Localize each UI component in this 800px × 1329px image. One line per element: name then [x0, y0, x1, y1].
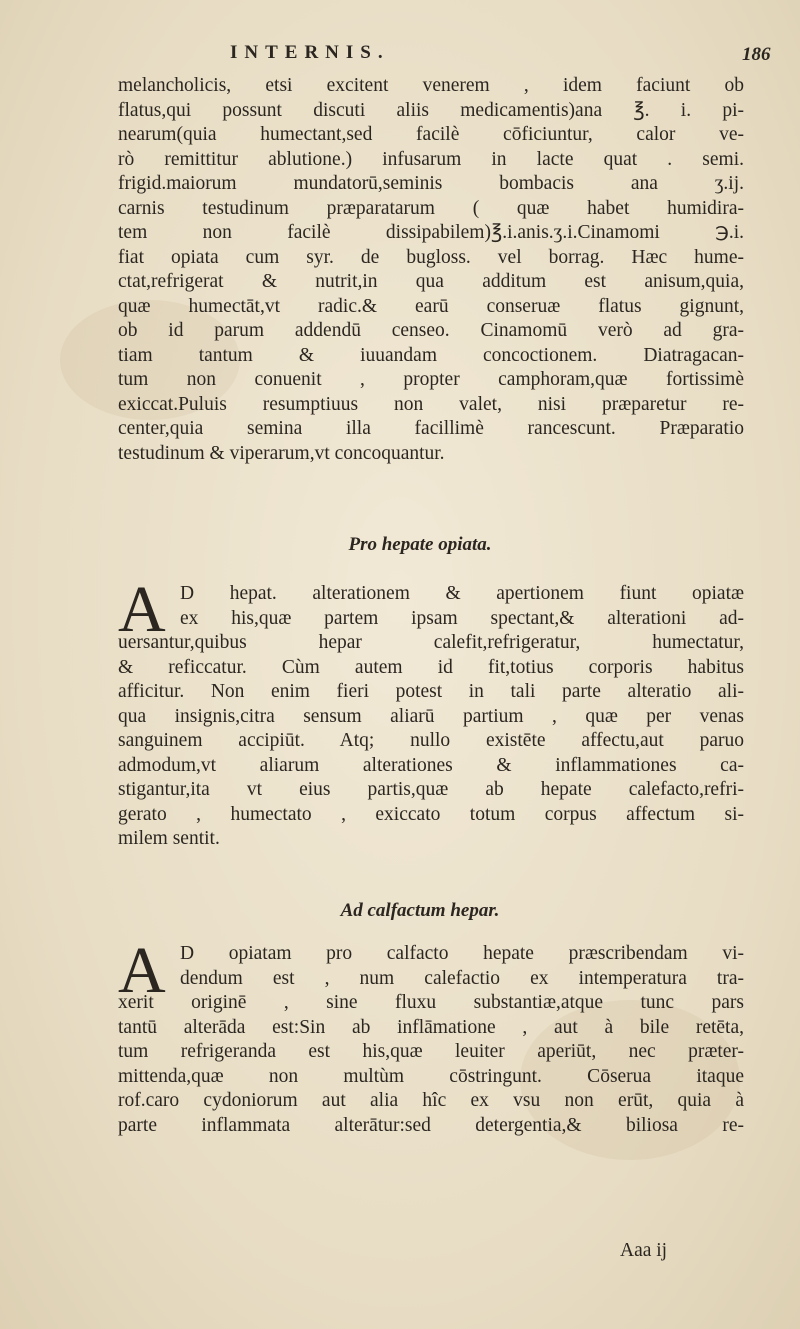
text-line: tiam tantum & iuuandam concoctionem. Diatragacan- [118, 344, 744, 366]
text-line: tem non facilè dissipabilem)℥.i.anis.ʒ.i.Cinamomi ℈.i. [118, 222, 744, 243]
text-line: melancholicis, etsi excitent venerem , idem faciunt ob [118, 75, 744, 96]
text-line: fiat opiata cum syr. de bugloss. vel borrag. Hæc hume- [118, 246, 744, 268]
page-number: 186 [742, 44, 771, 65]
text-line: qua insignis,citra sensum aliarū partium , quæ per venas [118, 705, 744, 727]
text-line: carnis testudinum præparatarum ( quæ habet humidira- [118, 197, 744, 219]
text-line: uersantur,quibus hepar calefit,refrigeratur, humectatur, [118, 632, 744, 653]
text-line: rò remittitur ablutione.) infusarum in lacte quat . semi. [118, 148, 744, 170]
running-title: INTERNIS. [230, 42, 390, 63]
text-line: center,quia semina illa facillimè rancescunt. Præparatio [118, 418, 744, 439]
text-line: frigid.maiorum mundatorū,seminis bombacis ana ʒ.ij. [118, 173, 744, 194]
paragraph-calfactum [118, 934, 744, 1138]
text-line: nearum(quia humectant,sed facilè cōficiuntur, calor ve- [118, 124, 744, 145]
section-heading: Ad calfactum hepar. [340, 900, 500, 921]
drop-capital: A [118, 934, 166, 1007]
section-heading: Pro hepate opiata. [348, 534, 492, 555]
text-line: & reficcatur. Cùm autem id fit,totius corporis habitus [118, 656, 744, 678]
text-line: mittenda,quæ non multùm cōstringunt. Cōserua itaque [118, 1065, 744, 1087]
text-line: ex his,quæ partem ipsam spectant,& alterationi ad- [180, 607, 744, 629]
paragraph-hepate [118, 573, 744, 852]
text-line: milem sentit. [118, 828, 220, 849]
drop-capital: A [118, 573, 166, 646]
text-line: D opiatam pro calfacto hepate præscribendam vi- [180, 943, 744, 964]
text-line: sanguinem accipiūt. Atq; nullo existēte affectu,aut paruo [118, 730, 744, 751]
text-line: admodum,vt aliarum alterationes & inflammationes ca- [118, 754, 744, 776]
text-line: exiccat.Puluis resumptiuus non valet, nisi præparetur re- [118, 393, 744, 415]
paragraph-continued [118, 74, 744, 466]
text-line: gerato , humectato , exiccato totum corpus affectum si- [118, 803, 744, 825]
text-line: tum non conuenit , propter camphoram,quæ fortissimè [118, 369, 744, 390]
text-line: rof.caro cydoniorum aut alia hîc ex vsu non erūt, quia à [118, 1090, 744, 1111]
text-line: D hepat. alterationem & apertionem fiunt opiatæ [180, 583, 744, 604]
text-line: quæ humectāt,vt radic.& earū conseruæ flatus gignunt, [118, 295, 744, 317]
text-line: xerit originē , sine fluxu substantiæ,atque tunc pars [118, 992, 744, 1013]
catchword-signature: Aaa ij [620, 1240, 668, 1261]
text-line: testudinum & viperarum,vt concoquantur. [118, 442, 445, 464]
text-line: ctat,refrigerat & nutrit,in qua additum est anisum,quia, [118, 271, 744, 292]
text-line: dendum est , num calefactio ex intemperatura tra- [180, 967, 744, 989]
text-line: flatus,qui possunt discuti aliis medicamentis)ana ℥. i. pi- [118, 99, 744, 121]
text-line: ob id parum addendū censeo. Cinamomū verò ad gra- [118, 320, 744, 341]
text-line: parte inflammata alterātur:sed detergentia,& biliosa re- [118, 1114, 744, 1136]
text-line: tum refrigeranda est his,quæ leuiter aperiūt, nec præter- [118, 1041, 744, 1062]
text-line: afficitur. Non enim fieri potest in tali parte alteratio ali- [118, 681, 744, 702]
text-line: stigantur,ita vt eius partis,quæ ab hepate calefacto,refri- [118, 779, 744, 800]
text-line: tantū alterāda est:Sin ab inflāmatione , aut à bile retēta, [118, 1016, 744, 1038]
